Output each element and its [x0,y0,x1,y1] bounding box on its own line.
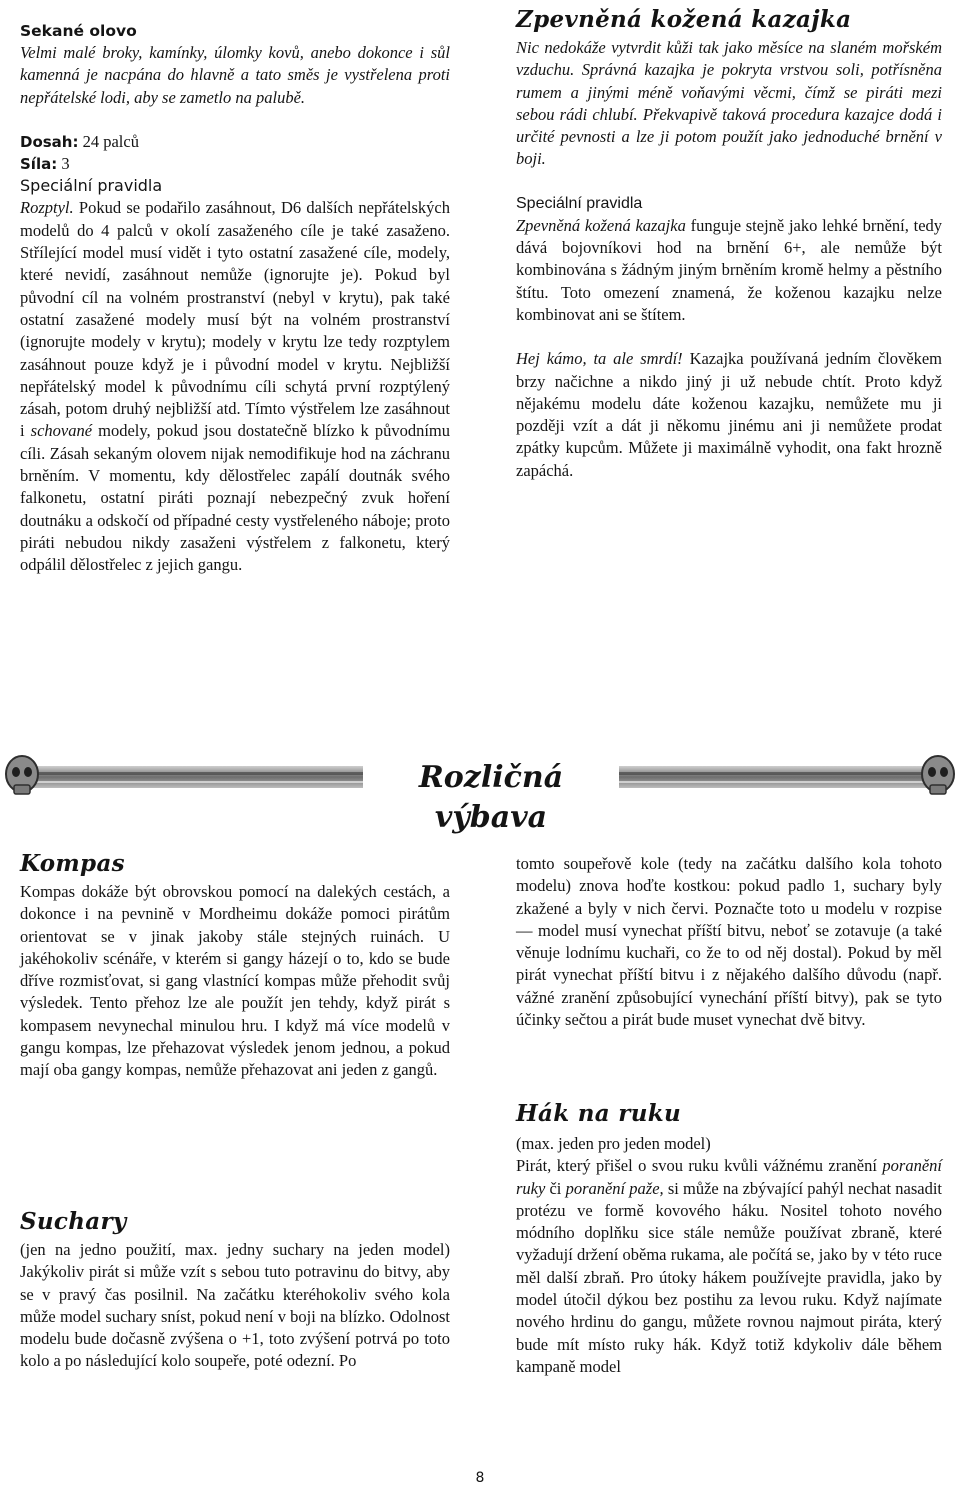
hak-text-a: Pirát, který přišel o svou ruku kvůli vážnému zranění [516,1156,877,1176]
kazajka-rule-1-body: funguje stejně jako lehké brnění, tedy dává bojovníkovi hod na brnění 6+, ale nemůže být kombinována s žádným jiným brněním kromě helmy a pěstního štítu. Toto omezení znamená, že koženou kazajku nelze kombinovat ani se štítem. [516,215,943,324]
kazajka-rule-2-name: Hej kámo, ta ale smrdí! [516,349,683,369]
hak-section [516,1100,942,1378]
page-number: 8 [475,1470,485,1486]
kompas-text: Kompas dokáže být obrovskou pomocí na dalekých cestách, a dokonce i na pevnině v Mordheimu dokáže pomoci pirátům orientovat se v jinak jakoby stále stejných ruinách. U jakéhokoliv scénáře, v kterém si gangy házejí o to, kdo se bude dříve rozmisťovat, si gang vlastnící kompas může přehodit svůj výsledek. Tento přehoz lze ale použít jen tehdy, když pirát s kompasem nevynechal minulou hru. I když má více modelů v gangu kompas, lze přehazovat výsledek jenom jednou, a pokud mají oba gangy kompas, nemůže přehazovat ani jeden z gangů. [20,882,450,1080]
hak-italic-a: poranění ruky [516,1156,942,1198]
hak-limit: (max. jeden pro jeden model) [516,1134,711,1153]
range-value: 24 palců [82,131,139,151]
banner-title: Rozličná výbava [363,758,619,838]
scatter-rule-body: Pokud se podařilo zasáhnout, D6 dalších nepřátelských modelů do 4 palců v okolí zasaženého cíle je také zasaženo. Střílející model musí vidět i tyto ostatní zasažené cíle, modely, které nevidí, zasáhnout nemůže (ignorujte je). Pokud byl původní cíl na volném prostranství (nebyl v krytu), pak také ostatní zasažené modely musí být na volném prostranství (ignorujte modely v krytu); modely v krytu lze tedy rozptylem zasáhnout pouze když je i původní model v krytu. Nejbližší nepřátelský model k původnímu cíli schytá první rozptýlený zásah, potom druhý nejbližší atd. Tímto výstřelem lze zasáhnout i [20,198,450,441]
kazajka-flavor: Nic nedokáže vytvrdit kůži tak jako měsíce na slaném mořském vzduchu. Správná kazajka je pokryta vrstvou soli, potřísněna rumem a jinými méně voňavými věcmi, čímž se piráti mezi sebou rádi chlubí. Překvapivě taková procedura kazajce dodá i určité pevnosti a lze ji potom použít jako jednoduché brnění v boji. [516,38,942,169]
hak-title: Hák na ruku [516,1100,682,1127]
kazajka-rule-2-body: Kazajka používaná jedním člověkem brzy načichne a nikdo jiný ji už nebude chtít. Proto když nějakému modelu dáte koženou kazajku, nemůžete mu ji později vzít a dát ji někomu jinému ani ji nemůžete prodat zpátky kupcům. Můžete ji maximálně vyhodit, ona fakt hrozně zapáchá. [516,349,943,480]
hak-text [516,1155,942,1378]
suchary-text: (jen na jedno použití, max. jedny suchary na jeden model) Jakýkoliv pirát si může vzít s sebou tuto potravinu do bitvy, aby se v pravý čas posilnil. Na začátku kteréhokoliv svého kola může model suchary sníst, pokud není v boji na blízko. Odolnost modelu bude dočasně zvýšena o +1, toto zvýšení potrvá po toto kolo a po následující kolo soupeře, poté odezní. Po [20,1240,450,1371]
special-rules-heading: Speciální pravidla [20,176,163,196]
sekane-olovo-section [20,20,450,577]
kazajka-rule-1 [516,215,942,326]
range-label: Dosah: [20,132,79,151]
kazajka-special-heading: Speciální pravidla [516,194,643,212]
skull-icon-left [6,756,38,794]
kazajka-rule-1-name: Zpevněná kožená kazajka [516,215,686,235]
scatter-rule-name: Rozptyl. [20,198,74,218]
suchary-section [20,1208,450,1373]
scatter-rule-body-2: modely, pokud jsou dostatečně blízko k původnímu cíli. Zásah sekaným olovem nijak nemodifikuje hod na záchranu brněním. V momentu, kdy dělostřelec zapálí doutnák svého falkonetu, ostatní piráti poznají nebezpečný zvuk hoření doutnáku a odskočí od případné cesty vystřeleného náboje; proto piráti nebudou nikdy zasaženi výstřelem z falkonetu, který odpálil dělostřelec z jejich gangu. [20,421,451,575]
kompas-title: Kompas [20,850,125,877]
scatter-rule-text [20,197,450,576]
suchary-continued [516,853,942,1031]
kozena-kazajka-section [516,6,942,482]
hak-text-b: či [549,1178,562,1198]
section-banner [0,752,960,835]
range-stat [20,131,450,153]
kompas-section [20,850,450,1082]
scatter-rule-italic: schované [30,421,93,441]
suchary-continued-text: tomto soupeřově kole (tedy na začátku dalšího kola tohoto modelu) znova hoďte kostkou: pokud padlo 1, suchary byly zkažené a byly v nich červi. Poznačte toto u modelu v rozpise — model musí vynechat příští bitvu, neboť se zotavuje (a také věnuje lodnímu kuchaři, co že to od něj dostal). Pokud by měl pirát vynechat příští bitvu i z nějakého dalšího důvodu (např. vážné zranění způsobující vynechání příští bitvy), pak se tyto účinky sečtou a pirát bude muset vynechat dvě bitvy. [516,854,942,1030]
strength-value: 3 [61,154,70,174]
suchary-title: Suchary [20,1208,127,1235]
sekane-olovo-title: Sekané olovo [20,22,137,40]
strength-label: Síla: [20,155,58,174]
hak-italic-b: poranění paže, [565,1178,664,1198]
skull-icon-right [922,756,954,794]
kazajka-title: Zpevněná kožená kazajka [516,6,852,33]
strength-stat [20,153,450,175]
kazajka-rule-2 [516,348,942,482]
sekane-olovo-flavor: Velmi malé broky, kamínky, úlomky kovů, anebo dokonce i sůl kamenná je nacpána do hlavně a tato směs je vystřelena proti nepřátelské lodi, aby se zametlo na palubě. [20,43,450,107]
hak-text-c: si může na zbývající pahýl nechat nasadit protézu ve formě kovového háku. Nositel tohoto nového módního doplňku sice stále nemůže používat zbraně, které vyžadují držení oběma rukama, ale počítá se, jako by v této ruce měl další zbraň. Pro útoky hákem používejte pravidla, jako by model útočil dýkou bez postihu za levou ruku. Když najímate nového hrdinu do gangu, můžete rovnou najmout piráta, který bude mít místo ruky hák. Když totiž kdykoliv dále během kampaně model [516,1178,942,1376]
